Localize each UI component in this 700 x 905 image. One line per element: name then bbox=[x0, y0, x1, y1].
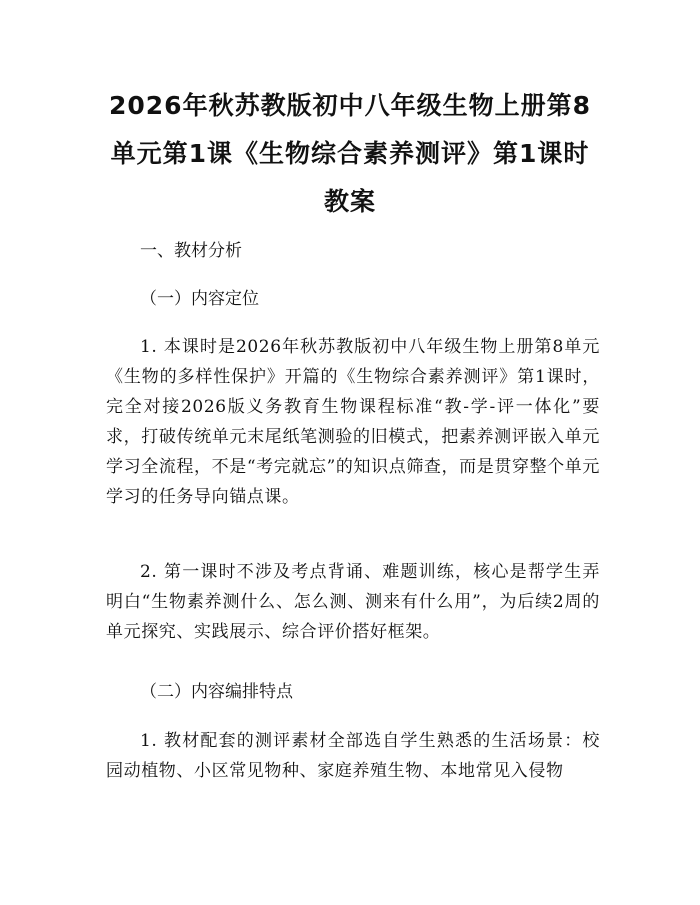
subsection-heading-content-arrangement: （二）内容编排特点 bbox=[140, 682, 293, 702]
paragraph-content-positioning-2: 2. 第一课时不涉及考点背诵、难题训练，核心是帮学生弄明白“生物素养测什么、怎么测、测来有什么用”，为后续2周的单元探究、实践展示、综合评价搭好框架。 bbox=[106, 562, 600, 642]
subsection-heading-content-positioning: （一）内容定位 bbox=[140, 289, 259, 309]
document-title: 2026年秋苏教版初中八年级生物上册第8单元第1课《生物综合素养测评》第1课时教案 bbox=[109, 91, 591, 216]
paragraph-content-positioning-1: 1. 本课时是2026年秋苏教版初中八年级生物上册第8单元《生物的多样性保护》开篇的《生物综合素养测评》第1课时，完全对接2026版义务教育生物课程标准“教-学-评一体化”要求，打破传统单元末尾纸笔测验的旧模式，把素养测评嵌入单元学习全流程，不是“考完就忘”的知识点筛查，而是贯穿整个单元学习的任务导向锚点课。 bbox=[106, 337, 600, 507]
section-heading-teaching-material-analysis: 一、教材分析 bbox=[140, 241, 242, 261]
paragraph-content-arrangement-1: 1. 教材配套的测评素材全部选自学生熟悉的生活场景：校园动植物、小区常见物种、家庭养殖生物、本地常见入侵物 bbox=[106, 731, 600, 781]
